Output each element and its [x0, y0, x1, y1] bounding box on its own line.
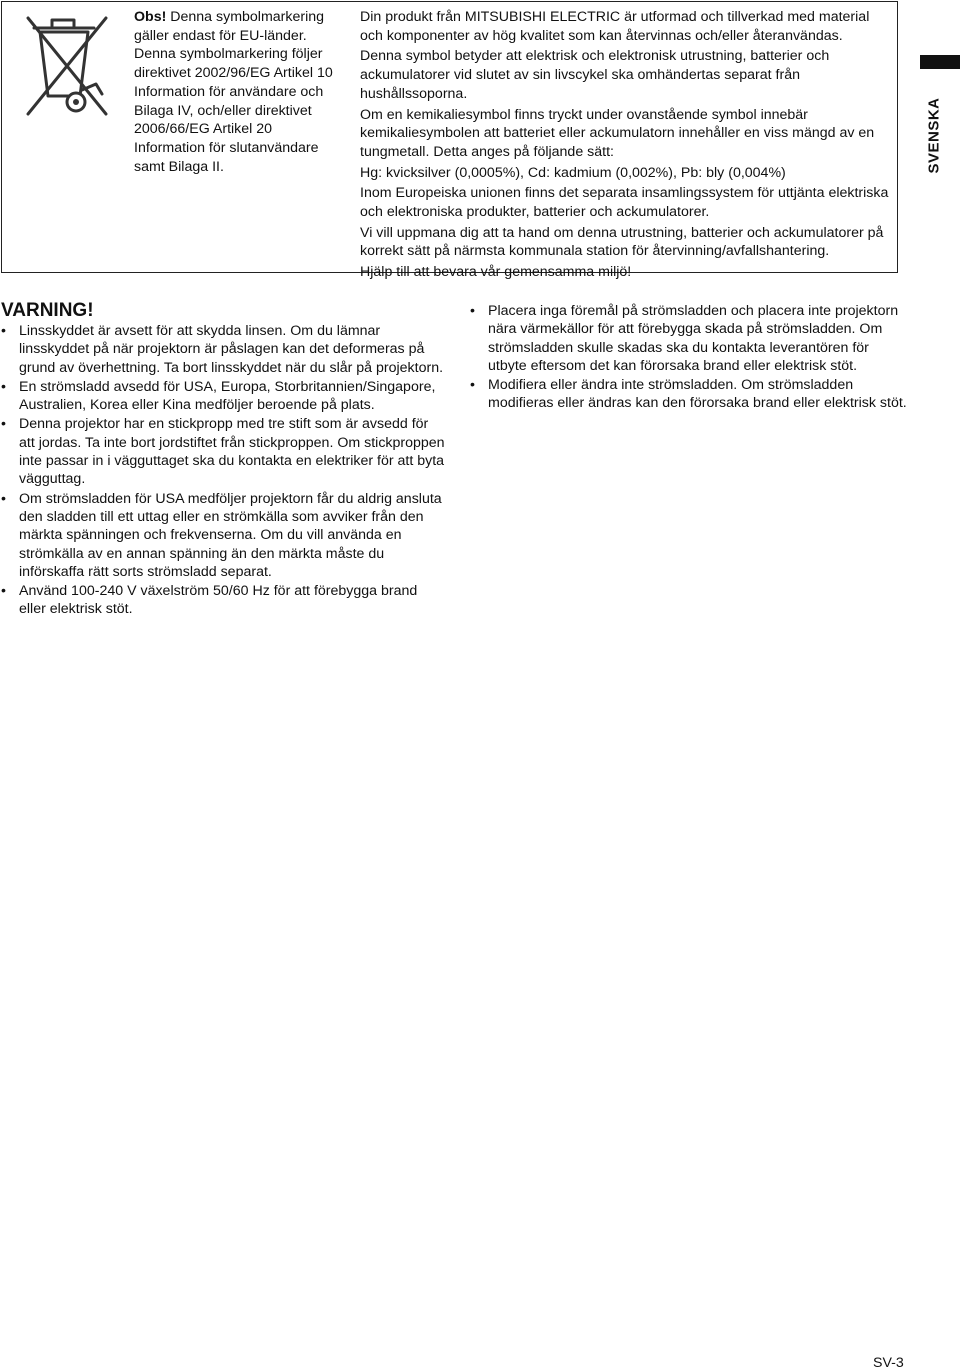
warning-list-right [470, 302, 910, 414]
crossed-out-wheeled-bin-icon [22, 14, 110, 119]
list-item-text: Linsskyddet är avsett för att skydda linsen. Om du lämnar linsskyddet på när projektorn är påslagen kan det deformeras på grund av överhettning. Ta bort linsskyddet när du slår på projektorn. [19, 323, 444, 376]
obs-label: Obs! [134, 9, 167, 25]
obs-text: Denna symbolmarkering gäller endast för EU-länder. [134, 9, 325, 44]
list-item-text: Modifiera eller ändra inte strömsladden. Om strömsladden modifieras eller ändras kan den förorsaka brand eller elektrisk stöt. [488, 377, 907, 412]
warning-list-left [1, 322, 446, 620]
bullet-icon: • [1, 323, 6, 339]
language-tab-label: SVENSKA [925, 96, 943, 174]
notice-paragraph: Vi vill uppmana dig att ta hand om denna utrustning, batterier och ackumulatorer på korrekt sätt på närmsta kommunala station för återvinning/avfallshantering. [360, 224, 884, 260]
bullet-icon: • [1, 416, 6, 433]
list-item-text: Om strömsladden för USA medföljer projektorn får du aldrig ansluta den sladden till ett uttag eller en strömkälla som avviker från den märkta spänningen och frekvenserna. Om du vill använda en strömkälla av en annan spänning än den märkta måste du införskaffa rätt sorts strömsladd separat. [19, 490, 442, 580]
list-item-text: Placera inga föremål på strömsladden och placera inte projektorn nära värmekällor för att förebygga skada på strömsladden. Om strömsladden skulle skadas ska du kontakta leverantören för utbyte eftersom det kan förorsaka brand eller elektrisk stöt. [488, 303, 899, 374]
notice-left-column [134, 8, 339, 176]
list-item [470, 376, 910, 413]
bullet-icon: • [1, 490, 6, 507]
notice-closing: Hjälp till att bevara vår gemensamma miljö! [360, 264, 632, 281]
directive-info-text: Denna symbolmarkering följer direktivet 2002/96/EG Artikel 10 Information för användare och Bilaga IV, och/eller direktivet 2006/66/EG Artikel 20 Information för slutanvändare samt Bilaga II. [134, 46, 333, 175]
list-item [1, 582, 446, 619]
notice-right-column [360, 8, 895, 284]
list-item-text: Denna projektor har en stickpropp med tre stift som är avsedd för att jordas. Ta inte bort jordstiftet från stickproppen. Om stickproppen inte passar in i vägguttaget ska du kontakta en elektriker för att byta vägguttag. [19, 416, 445, 488]
list-item [1, 490, 446, 581]
bullet-icon: • [470, 377, 475, 394]
warning-heading: VARNING! [1, 300, 94, 321]
bullet-icon: • [1, 378, 6, 395]
notice-paragraph: Din produkt från MITSUBISHI ELECTRIC är utformad och tillverkad med material och komponenter av hög kvalitet som kan återvinnas och/eller återanvändas. [360, 9, 870, 44]
notice-paragraph: Denna symbol betyder att elektrisk och elektronisk utrustning, batterier och ackumulatorer vid slutet av sin livscykel ska omhändertas separat från hushållssoporna. [360, 48, 830, 102]
list-item [1, 378, 446, 415]
list-item [1, 322, 446, 377]
language-tab-marker [920, 55, 960, 69]
list-item-text: Använd 100-240 V växelström 50/60 Hz för att förebygga brand eller elektrisk stöt. [19, 583, 418, 618]
page-number: SV-3 [873, 1355, 904, 1371]
list-item-text: En strömsladd avsedd för USA, Europa, Storbritannien/Singapore, Australien, Korea eller Kina medföljer beroende på plats. [19, 378, 436, 414]
heavy-metal-levels: Hg: kvicksilver (0,0005%), Cd: kadmium (0,002%), Pb: bly (0,004%) [360, 164, 786, 181]
weee-notice-box [1, 1, 898, 281]
notice-paragraph: Inom Europeiska unionen finns det separata insamlingssystem för uttjänta elektriska och elektroniska produkter, batterier och ackumulatorer. [360, 185, 889, 221]
language-tab [914, 80, 954, 190]
bullet-icon: • [470, 303, 475, 319]
list-item [470, 302, 910, 375]
obs-heading [134, 8, 339, 45]
notice-paragraph: Om en kemikaliesymbol finns tryckt under ovanstående symbol innebär kemikaliesymbolen att batteriet eller ackumulatorn innehåller en viss mängd av en tungmetall. Detta anges på följande sätt: [360, 106, 875, 160]
list-item [1, 415, 446, 488]
bullet-icon: • [1, 583, 6, 600]
